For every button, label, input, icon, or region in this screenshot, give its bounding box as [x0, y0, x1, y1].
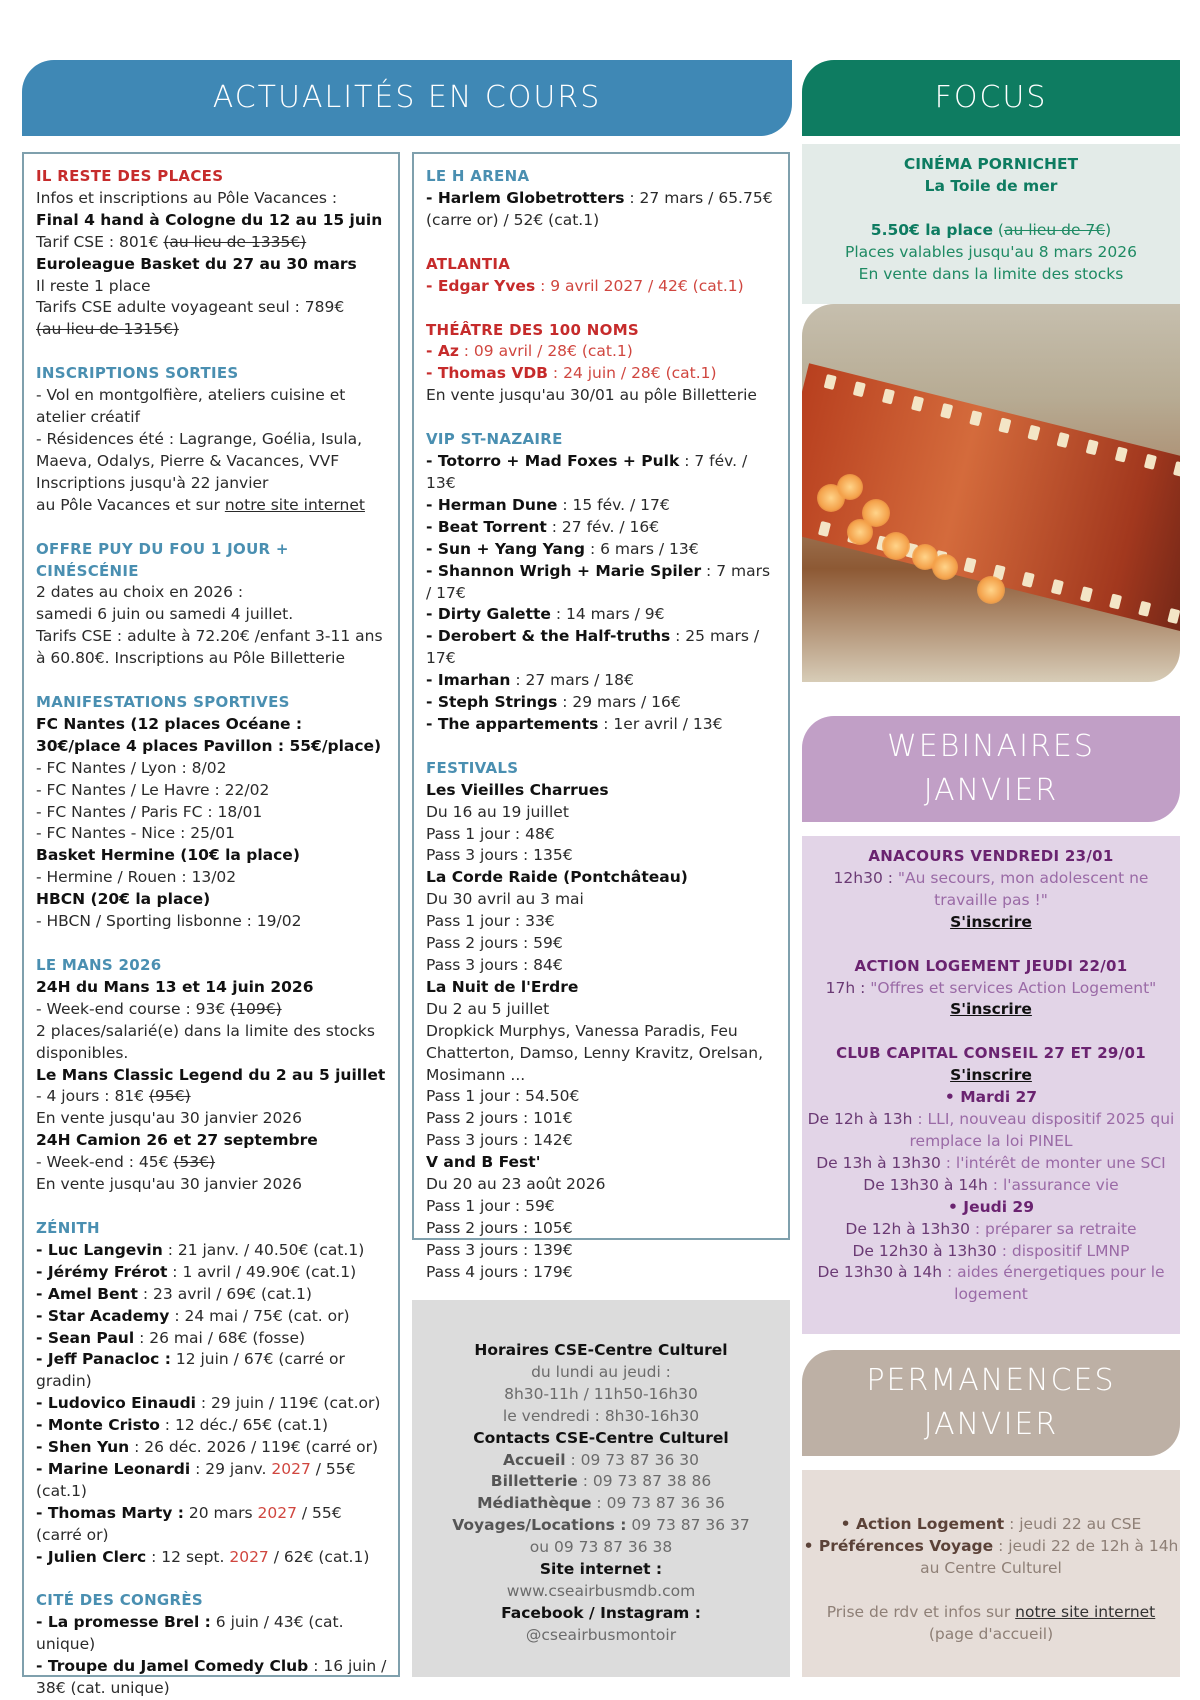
details: : 25 mars / 17€: [426, 627, 760, 668]
permanence-item: [802, 1536, 1180, 1580]
text: : préparer sa retraite: [969, 1219, 1137, 1238]
text: samedi 6 juin ou samedi 4 juillet.: [36, 605, 294, 624]
social-handle[interactable]: @cseairbusmontoir: [525, 1625, 677, 1644]
section-title: ATLANTIA: [426, 254, 511, 273]
session: [802, 1262, 1180, 1306]
section-title: LE MANS 2026: [36, 956, 162, 974]
list-item: [36, 1459, 388, 1503]
banner-actualites: [22, 60, 792, 136]
details: : 26 déc. 2026 / 119€ (carré or): [129, 1438, 379, 1457]
focus-price-line: [802, 220, 1180, 242]
list-item: [426, 517, 778, 539]
contact-line: [412, 1515, 790, 1537]
year-highlight: 2027: [229, 1547, 269, 1566]
text: 2 dates au choix en 2026 :: [36, 583, 244, 602]
details: : 26 mai / 68€ (fosse): [134, 1328, 306, 1347]
details: : 9 avril 2027 / 42€ (cat.1): [535, 276, 744, 295]
text: ): [1105, 220, 1112, 239]
list-item: [36, 1503, 388, 1547]
artist: - Troupe du Jamel Comedy Club: [36, 1657, 309, 1676]
artist: - Jeff Panacloc :: [36, 1350, 171, 1369]
text: (: [992, 220, 1004, 239]
list-item: [426, 363, 778, 385]
phone: 09 73 87 36 37: [626, 1516, 750, 1535]
film-strip-photo: [802, 304, 1180, 682]
focus-box: [802, 144, 1180, 304]
section-manifestations-sportives: [36, 692, 388, 933]
contact-label: Médiathèque: [477, 1494, 592, 1513]
details: : 27 fév. / 16€: [546, 517, 660, 536]
artist: - Harlem Globetrotters: [426, 188, 625, 207]
festival-title: Les Vieilles Charrues: [426, 780, 609, 799]
price: - Week-end : 45€: [36, 1153, 174, 1172]
artist: - Amel Bent: [36, 1284, 138, 1303]
list-item: [36, 1240, 388, 1262]
banner-webinaires: [802, 716, 1180, 822]
list-item: [36, 1612, 388, 1656]
text: [36, 495, 388, 517]
section-le-mans: [36, 955, 388, 1196]
details: : 6 mars / 13€: [585, 539, 699, 558]
old-price: (53€): [173, 1153, 216, 1172]
list-item: [36, 1284, 388, 1306]
artist: - Monte Cristo: [36, 1416, 160, 1435]
details: : 09 avril / 28€ (cat.1): [458, 342, 633, 361]
text: Pass 3 jours : 135€: [426, 846, 573, 865]
focus-subtitle: La Toile de mer: [924, 176, 1058, 195]
old-price: (au lieu de 1335€): [163, 232, 307, 251]
contact-info-box: [412, 1300, 790, 1677]
artist: - Marine Leonardi: [36, 1459, 191, 1478]
time: De 12h à 13h: [807, 1110, 913, 1129]
banner-webinaires-line1: WEBINAIRES: [887, 729, 1095, 764]
artist: - Shannon Wrigh + Marie Spiler: [426, 561, 702, 580]
permanences-box: [802, 1470, 1180, 1677]
text: Du 20 au 23 août 2026: [426, 1175, 606, 1194]
text: : l'assurance vie: [987, 1175, 1119, 1194]
artist: - Star Academy: [36, 1306, 170, 1325]
phone: : 09 73 87 38 86: [577, 1472, 712, 1491]
section-title: INSCRIPTIONS SORTIES: [36, 364, 239, 383]
old-price: (109€): [230, 999, 282, 1018]
site-link[interactable]: notre site internet: [224, 495, 365, 514]
register-link-action-logement[interactable]: S'inscrire: [950, 1000, 1032, 1019]
text: Pass 4 jours : 179€: [426, 1262, 573, 1281]
event-title: FC Nantes (12 places Océane : 30€/place 4 places Pavillon : 55€/place): [36, 714, 382, 755]
session: [802, 1109, 1180, 1153]
site-label: Site internet :: [539, 1560, 663, 1579]
text: En vente jusqu'au 30 janvier 2026: [36, 1175, 303, 1194]
event-title: Le Mans Classic Legend du 2 au 5 juillet: [36, 1065, 386, 1084]
artist: - Thomas VDB: [426, 364, 548, 383]
session: [802, 1241, 1180, 1263]
artist: - Thomas Marty :: [36, 1503, 184, 1522]
details: : 12 déc./ 65€ (cat.1): [159, 1416, 329, 1435]
list-item: [426, 495, 778, 517]
details: : 16 juin / 38€ (cat. unique): [36, 1657, 387, 1698]
text: Pass 1 jour : 54.50€: [426, 1087, 580, 1106]
time: De 13h à 13h30: [816, 1153, 941, 1172]
details: : 15 fév. / 17€: [557, 495, 670, 514]
details: : 21 janv. / 40.50€ (cat.1): [162, 1240, 365, 1259]
section-festivals: [426, 758, 778, 1284]
list-item: [426, 670, 778, 692]
details: / 55€ (cat.1): [36, 1459, 356, 1500]
details: : 1er avril / 13€: [598, 714, 723, 733]
site-link[interactable]: notre site internet: [1015, 1602, 1156, 1621]
artist: - Sean Paul: [36, 1328, 135, 1347]
text: "Au secours, mon adolescent ne travaille pas !": [897, 868, 1149, 909]
text: Du 16 au 19 juillet: [426, 802, 569, 821]
list-item: [426, 604, 778, 626]
text: : jeudi 22 au CSE: [1004, 1515, 1142, 1533]
year-highlight: 2027: [271, 1459, 311, 1478]
section-inscriptions-sorties: [36, 363, 388, 516]
artist: - Luc Langevin: [36, 1240, 163, 1259]
artist: - Dirty Galette: [426, 605, 551, 624]
text: 8h30-11h / 11h50-16h30: [504, 1384, 698, 1403]
section-title: MANIFESTATIONS SPORTIVES: [36, 693, 290, 712]
text: (page d'accueil): [928, 1624, 1054, 1643]
details: / 55€ (carré or): [36, 1503, 342, 1544]
banner-permanences: [802, 1350, 1180, 1456]
list-item: [426, 692, 778, 714]
text: Pass 3 jours : 84€: [426, 956, 563, 974]
section-zenith: [36, 1218, 388, 1569]
text: Pass 1 jour : 33€: [426, 912, 555, 931]
time: De 13h30 à 14h: [817, 1263, 943, 1282]
text: Pass 3 jours : 139€: [426, 1240, 573, 1259]
details: 6 juin / 43€ (cat. unique): [36, 1613, 344, 1654]
event-title: HBCN (20€ la place): [36, 890, 211, 909]
text: Prise de rdv et infos sur: [826, 1602, 1016, 1621]
list-item: [36, 1262, 388, 1284]
rdv-line: [802, 1602, 1180, 1624]
match: - Hermine / Rouen : 13/02: [36, 868, 237, 887]
event-title: Final 4 hand à Cologne du 12 au 15 juin: [36, 210, 383, 229]
time: De 12h30 à 13h30: [852, 1241, 997, 1260]
artist: - Imarhan: [426, 671, 511, 690]
permanence-item: [802, 1514, 1180, 1536]
text: En vente dans la limite des stocks: [858, 264, 1124, 283]
phone: ou 09 73 87 36 38: [529, 1538, 673, 1557]
festival-title: V and B Fest': [426, 1153, 541, 1172]
match: - HBCN / Sporting lisbonne : 19/02: [36, 912, 302, 931]
webinaires-box: [802, 836, 1180, 1334]
details: : 29 juin / 119€ (cat.or): [195, 1394, 381, 1413]
text: - Résidences été : Lagrange, Goélia, Isula, Maeva, Odalys, Pierre & Vacances, VVF: [36, 429, 363, 470]
details: : 29 mars / 16€: [557, 693, 681, 712]
webinar-title: CLUB CAPITAL CONSEIL 27 ET 29/01: [836, 1044, 1146, 1063]
text: Pass 2 jours : 59€: [426, 934, 563, 953]
price: Tarif CSE : 801€: [36, 232, 164, 251]
text: : LLI, nouveau dispositif 2025 qui remplace la loi PINEL: [909, 1110, 1175, 1150]
list-item: [36, 1656, 388, 1700]
text: Places valables jusqu'au 8 mars 2026: [845, 242, 1137, 261]
register-link-club-capital[interactable]: S'inscrire: [950, 1066, 1032, 1085]
text: Dropkick Murphys, Vanessa Paradis, Feu Chatterton, Damso, Lenny Kravitz, Orelsan, Mosimann ...: [426, 1021, 764, 1084]
text: Pass 1 jour : 48€: [426, 824, 555, 843]
banner-actualites-title: ACTUALITÉS EN COURS: [212, 80, 602, 115]
webinar-title: ACTION LOGEMENT JEUDI 22/01: [854, 956, 1128, 975]
phone: : 09 73 87 36 30: [565, 1450, 699, 1469]
artist: - Herman Dune: [426, 495, 558, 514]
banner-focus: [802, 60, 1180, 136]
details: : 12 sept.: [146, 1547, 230, 1566]
details: / 62€ (cat.1): [268, 1547, 370, 1566]
event-title: 24H du Mans 13 et 14 juin 2026: [36, 977, 314, 996]
banner-permanences-line2: JANVIER: [923, 1407, 1059, 1442]
artist: - Beat Torrent: [426, 517, 547, 536]
banner-focus-title: FOCUS: [934, 80, 1048, 115]
details: : 23 avril / 69€ (cat.1): [137, 1284, 312, 1303]
section-theatre-100-noms: [426, 320, 778, 408]
list-item: [36, 1349, 388, 1393]
details: : 14 mars / 9€: [550, 605, 665, 624]
artist: - La promesse Brel :: [36, 1613, 211, 1632]
text: Pass 2 jours : 105€: [426, 1218, 573, 1237]
artist: - Edgar Yves: [426, 276, 536, 295]
session: [802, 1219, 1180, 1241]
session: [802, 1153, 1180, 1175]
section-title: ZÉNITH: [36, 1218, 100, 1237]
details: : 27 mars / 65.75€ (carre or) / 52€ (cat.1): [426, 188, 773, 229]
text: le vendredi : 8h30-16h30: [502, 1406, 700, 1425]
details: : 27 mars / 18€: [510, 671, 634, 690]
list-item: [36, 1415, 388, 1437]
details: 12 juin / 67€ (carré or gradin): [36, 1350, 345, 1391]
list-item: [36, 1306, 388, 1328]
time: De 12h à 13h30: [845, 1219, 970, 1238]
time: 17h :: [825, 978, 871, 997]
text: - Vol en montgolfière, ateliers cuisine et atelier créatif: [36, 386, 346, 427]
text: "Offres et services Action Logement": [870, 978, 1157, 997]
text: 2 places/salarié(e) dans la limite des stocks disponibles.: [36, 1021, 375, 1062]
match: - FC Nantes / Le Havre : 22/02: [36, 780, 270, 799]
festival-title: La Nuit de l'Erdre: [426, 977, 579, 996]
festival-title: La Corde Raide (Pontchâteau): [426, 868, 688, 887]
price: 5.50€ la place: [870, 220, 993, 239]
artist: - Shen Yun: [36, 1438, 130, 1457]
section-reste-places: [36, 166, 388, 341]
middle-column-box: [412, 152, 790, 1281]
list-item: [36, 1328, 388, 1350]
text: Infos et inscriptions au Pôle Vacances :: [36, 188, 338, 207]
details: : 24 juin / 28€ (cat.1): [548, 364, 717, 383]
session: [802, 1175, 1180, 1197]
focus-title: CINÉMA PORNICHET: [903, 155, 1079, 173]
list-item: [426, 188, 778, 232]
list-item: [36, 1393, 388, 1415]
text: Pass 2 jours : 101€: [426, 1109, 573, 1128]
match: - FC Nantes / Lyon : 8/02: [36, 758, 227, 777]
price: - 4 jours : 81€: [36, 1087, 149, 1106]
section-title: LE H ARENA: [426, 167, 530, 185]
old-price: (au lieu de 1315€): [36, 320, 179, 339]
section-puy-du-fou: [36, 539, 388, 670]
section-title: THÉÂTRE DES 100 NOMS: [426, 320, 640, 339]
artist: - Az: [426, 342, 459, 361]
day-label: • Mardi 27: [944, 1088, 1038, 1107]
contact-label: Accueil: [503, 1450, 566, 1469]
contact-line: [412, 1493, 790, 1515]
artist: - Derobert & the Half-truths: [426, 627, 671, 646]
text: Inscriptions jusqu'à 22 janvier: [36, 473, 269, 492]
list-item: [36, 1437, 388, 1459]
year-highlight: 2027: [257, 1503, 297, 1522]
left-column-box: [22, 152, 400, 1698]
section-cite-des-congres: [36, 1590, 388, 1700]
price-line: [36, 1152, 388, 1174]
text: En vente jusqu'au 30 janvier 2026: [36, 1109, 303, 1128]
section-vip-st-nazaire: [426, 429, 778, 736]
list-item: [426, 561, 778, 605]
banner-permanences-line1: PERMANENCES: [866, 1363, 1116, 1398]
banner-webinaires-line2: JANVIER: [923, 773, 1059, 808]
list-item: [426, 276, 778, 298]
contact-line: [412, 1471, 790, 1493]
section-title: VIP ST-NAZAIRE: [426, 430, 563, 449]
match: - FC Nantes - Nice : 25/01: [36, 824, 235, 843]
list-item: [426, 714, 778, 736]
event-title: 24H Camion 26 et 27 septembre: [36, 1131, 318, 1150]
price: - Week-end course : 93€: [36, 999, 231, 1018]
details: : 7 mars / 17€: [426, 561, 771, 602]
permanence-label: • Préférences Voyage: [803, 1536, 994, 1555]
details: : 7 fév. / 13€: [426, 452, 748, 492]
list-item: [426, 626, 778, 670]
text: En vente jusqu'au 30/01 au pôle Billetterie: [426, 386, 757, 405]
text: : aides énergetiques pour le logement: [942, 1263, 1165, 1304]
time: De 13h30 à 14h: [863, 1175, 988, 1194]
register-link-anacours[interactable]: S'inscrire: [950, 912, 1032, 931]
list-item: [426, 539, 778, 561]
list-item: [426, 341, 778, 363]
artist: - Sun + Yang Yang: [426, 539, 586, 558]
text: au Pôle Vacances et sur: [36, 495, 225, 514]
price-line: [36, 1086, 388, 1108]
contact-label: Voyages/Locations :: [452, 1516, 627, 1535]
artist: - Totorro + Mad Foxes + Pulk: [426, 452, 680, 471]
site-url[interactable]: www.cseairbusmdb.com: [506, 1581, 696, 1600]
webinar-desc: [802, 868, 1180, 912]
text: Tarifs CSE : adulte à 72.20€ /enfant 3-11 ans à 60.80€. Inscriptions au Pôle Billetterie: [36, 627, 383, 668]
contact-line: [412, 1450, 790, 1472]
section-title: CITÉ DES CONGRÈS: [36, 1591, 204, 1610]
event-title: Euroleague Basket du 27 au 30 mars: [36, 254, 357, 273]
price-line: Tarifs CSE adulte voyageant seul : 789€: [36, 298, 345, 317]
artist: - The appartements: [426, 714, 599, 733]
day-label: • Jeudi 29: [948, 1197, 1034, 1216]
details: : 1 avril / 49.90€ (cat.1): [167, 1262, 357, 1281]
section-h-arena: [426, 166, 778, 232]
match: - FC Nantes / Paris FC : 18/01: [36, 802, 263, 821]
section-title: FESTIVALS: [426, 758, 519, 777]
text: Du 2 au 5 juillet: [426, 999, 550, 1018]
old-price: au lieu de 7€: [1003, 220, 1106, 239]
price-line: [36, 999, 388, 1021]
details: : 29 janv.: [190, 1459, 272, 1478]
details: : 24 mai / 75€ (cat. or): [169, 1306, 350, 1325]
horaires-title: Horaires CSE-Centre Culturel: [474, 1341, 728, 1359]
contact-label: Billetterie: [490, 1472, 578, 1491]
list-item: [36, 1547, 388, 1569]
text: : jeudi 22 de 12h à 14h au Centre Culturel: [920, 1536, 1179, 1577]
text: : dispositif LMNP: [996, 1241, 1130, 1260]
text: du lundi au jeudi :: [531, 1362, 671, 1381]
artist: - Jérémy Frérot: [36, 1262, 168, 1281]
section-atlantia: [426, 254, 778, 298]
artist: - Steph Strings: [426, 693, 558, 712]
section-title: OFFRE PUY DU FOU 1 JOUR + CINÉSCÉNIE: [36, 539, 289, 580]
section-title: IL RESTE DES PLACES: [36, 167, 224, 185]
webinar-desc: [802, 978, 1180, 1000]
phone: : 09 73 87 36 36: [591, 1494, 725, 1513]
social-label: Facebook / Instagram :: [501, 1603, 701, 1622]
event-title: Basket Hermine (10€ la place): [36, 846, 300, 865]
text: Du 30 avril au 3 mai: [426, 890, 584, 909]
text: Il reste 1 place: [36, 276, 151, 295]
permanence-label: • Action Logement: [840, 1515, 1005, 1533]
text: Pass 1 jour : 59€: [426, 1196, 555, 1215]
artist: - Julien Clerc: [36, 1547, 147, 1566]
webinar-title: ANACOURS VENDREDI 23/01: [868, 847, 1114, 865]
contacts-title: Contacts CSE-Centre Culturel: [473, 1428, 729, 1447]
artist: - Ludovico Einaudi: [36, 1394, 196, 1413]
old-price: (95€): [148, 1087, 191, 1106]
text: : l'intérêt de monter une SCI: [940, 1153, 1166, 1172]
list-item: [426, 451, 778, 495]
price-line: [36, 232, 388, 254]
details: 20 mars: [183, 1503, 258, 1522]
time: 12h30 :: [833, 868, 898, 887]
text: Pass 3 jours : 142€: [426, 1131, 573, 1150]
